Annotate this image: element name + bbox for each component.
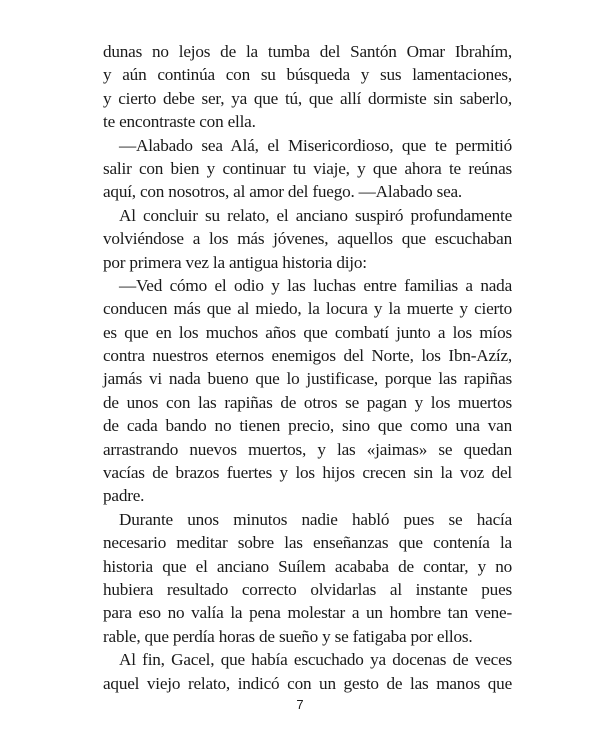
- text-line: jamás vi nada bueno que lo justificase, porque las rapiñas: [103, 369, 512, 389]
- text-line: volviéndose a los más jóvenes, aquellos que escuchaban: [103, 229, 512, 249]
- text-line: te encontraste con ella.: [103, 112, 256, 132]
- body-text: [103, 40, 512, 695]
- text-line: vacías de brazos fuertes y los hijos crecen sin la voz del: [103, 463, 512, 483]
- text-line: es que en los muchos años que combatí junto a los míos: [103, 322, 512, 342]
- text-line: conducen más que al miedo, la locura y la muerte y cierto: [103, 299, 512, 319]
- text-line: arrastrando nuevos muertos, y las «jaimas» se quedan: [103, 439, 512, 459]
- text-line: aquí, con nosotros, al amor del fuego. —Alabado sea.: [103, 182, 463, 202]
- text-line: necesario meditar sobre las enseñanzas que contenía la: [103, 533, 512, 553]
- paragraph: [103, 508, 512, 648]
- paragraph: [103, 274, 512, 508]
- text-line: de unos con las rapiñas de otros se pagan y los muertos: [103, 392, 512, 412]
- text-line: y cierto debe ser, ya que tú, que allí dormiste sin saberlo,: [103, 88, 512, 108]
- paragraph: [103, 648, 512, 695]
- text-line: hubiera resultado correcto olvidarlas al instante pues: [103, 579, 512, 599]
- text-line: Al concluir su relato, el anciano suspiró profundamente: [119, 205, 512, 225]
- paragraph: [103, 134, 512, 204]
- text-line: rable, que perdía horas de sueño y se fatigaba por ellos.: [103, 626, 473, 646]
- text-line: por primera vez la antigua historia dijo:: [103, 252, 367, 272]
- paragraph: [103, 40, 512, 134]
- text-line: —Alabado sea Alá, el Misericordioso, que te permitió: [119, 135, 512, 155]
- text-line: contra nuestros eternos enemigos del Norte, los Ibn-Azíz,: [103, 346, 512, 366]
- text-line: padre.: [103, 486, 145, 506]
- page-number: 7: [296, 697, 304, 712]
- text-line: salir con bien y continuar tu viaje, y que ahora te reúnas: [103, 158, 512, 178]
- text-line: de cada bando no tienen precio, sino que como una van: [103, 416, 512, 436]
- text-line: aquel viejo relato, indicó con un gesto de las manos que: [103, 673, 512, 693]
- text-line: para eso no valía la pena molestar a un hombre tan vene-: [103, 603, 512, 623]
- text-line: Al fin, Gacel, que había escuchado ya docenas de veces: [119, 650, 512, 670]
- text-line: dunas no lejos de la tumba del Santón Omar Ibrahím,: [103, 42, 512, 61]
- text-line: historia que el anciano Suílem acababa de contar, y no: [103, 556, 512, 576]
- text-line: —Ved cómo el odio y las luchas entre familias a nada: [119, 275, 512, 295]
- text-line: Durante unos minutos nadie habló pues se hacía: [119, 509, 512, 529]
- paragraph: [103, 204, 512, 274]
- text-line: y aún continúa con su búsqueda y sus lamentaciones,: [103, 65, 512, 85]
